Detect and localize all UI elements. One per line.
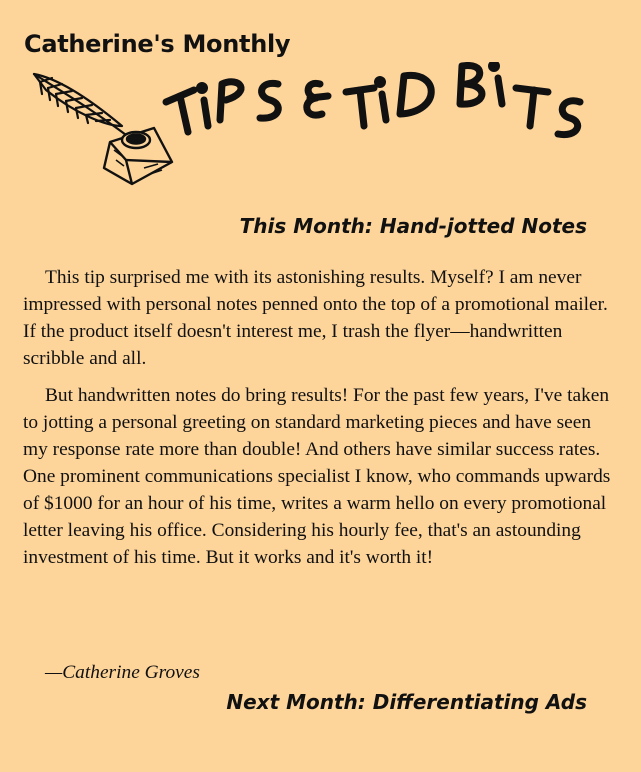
article-paragraph: This tip surprised me with its astonishing results. Myself? I am never impressed with personal notes penned onto the top of a promotional mailer. If the product itself doesn't interest me, I trash the flyer—handwritten scribble and all. [23,267,608,369]
article-paragraph: But handwritten notes do bring results! For the past few years, I've taken to jotting a personal greeting on standard marketing pieces and have seen my response rate more than double! And others have similar success rates. One prominent communications specialist I know, who commands upwards of $1000 for an hour of his time, writes a warm hello on every promotional letter leaving his office. Considering his hourly fee, that's an astounding investment of his time. But it works and it's worth it! [23,385,611,568]
quill-and-inkwell-icon [26,64,176,192]
this-month-heading: This Month: Hand-jotted Notes [239,214,587,238]
header-title: Catherine's Monthly [24,30,291,58]
article-body [23,264,613,581]
tips-and-tidbits-logo [160,62,620,162]
next-month-heading: Next Month: Differentiating Ads [226,690,587,714]
author-signature: —Catherine Groves [45,662,200,683]
